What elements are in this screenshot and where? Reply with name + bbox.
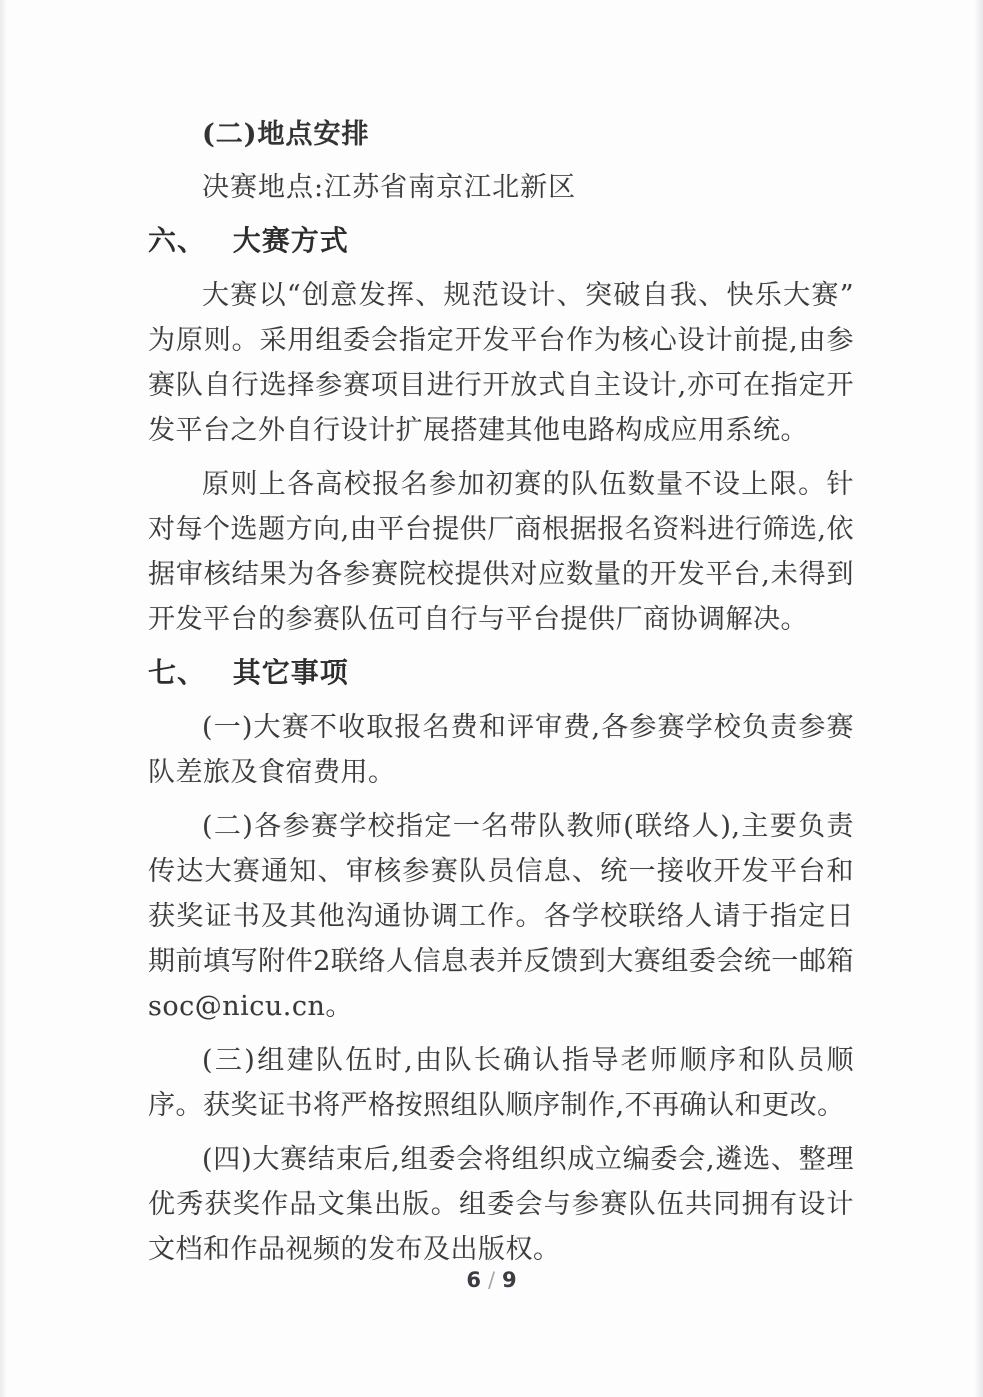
- subsection-heading-location: (二)地点安排: [202, 119, 370, 150]
- page-footer: [0, 1268, 983, 1292]
- page-number-separator: /: [487, 1268, 496, 1292]
- current-page-number: 6: [466, 1268, 481, 1292]
- page-right-edge: [974, 0, 983, 1397]
- section-7-item-3: (三)组建队伍时,由队长确认指导老师顺序和队员顺序。获奖证书将严格按照组队顺序制作,不再确认和更改。: [148, 1045, 854, 1121]
- total-page-count: 9: [502, 1268, 517, 1292]
- section-7-number: 七、: [148, 656, 207, 689]
- section-7-item-4: (四)大赛结束后,组委会将组织成立编委会,遴选、整理优秀获奖作品文集出版。组委会与参赛队伍共同拥有设计文档和作品视频的发布及出版权。: [148, 1144, 854, 1265]
- section-7-heading: [148, 650, 854, 696]
- section-7-item-2: (二)各参赛学校指定一名带队教师(联络人),主要负责传达大赛通知、审核参赛队员信息、统一接收开发平台和获奖证书及其他沟通协调工作。各学校联络人请于指定日期前填写附件2联络人信息表并反馈到大赛组委会统一邮箱soc@nicu.cn。: [148, 811, 854, 1022]
- page-left-edge: [0, 0, 7, 1397]
- section-6-paragraph-1: 大赛以“创意发挥、规范设计、突破自我、快乐大赛”为原则。采用组委会指定开发平台作为核心设计前提,由参赛队自行选择参赛项目进行开放式自主设计,亦可在指定开发平台之外自行设计扩展搭建其他电路构成应用系统。: [148, 280, 854, 446]
- section-6-paragraph-2: 原则上各高校报名参加初赛的队伍数量不设上限。针对每个选题方向,由平台提供厂商根据报名资料进行筛选,依据审核结果为各参赛院校提供对应数量的开发平台,未得到开发平台的参赛队伍可自行与平台提供厂商协调解决。: [148, 469, 854, 635]
- section-7-item-1: (一)大赛不收取报名费和评审费,各参赛学校负责参赛队差旅及食宿费用。: [148, 712, 854, 788]
- section-6-heading: [148, 218, 854, 264]
- section-7-title: 其它事项: [232, 656, 349, 689]
- document-content: [148, 112, 854, 1272]
- section-6-number: 六、: [148, 224, 207, 257]
- final-location-line: 决赛地点:江苏省南京江北新区: [202, 172, 577, 203]
- section-6-title: 大赛方式: [232, 224, 349, 257]
